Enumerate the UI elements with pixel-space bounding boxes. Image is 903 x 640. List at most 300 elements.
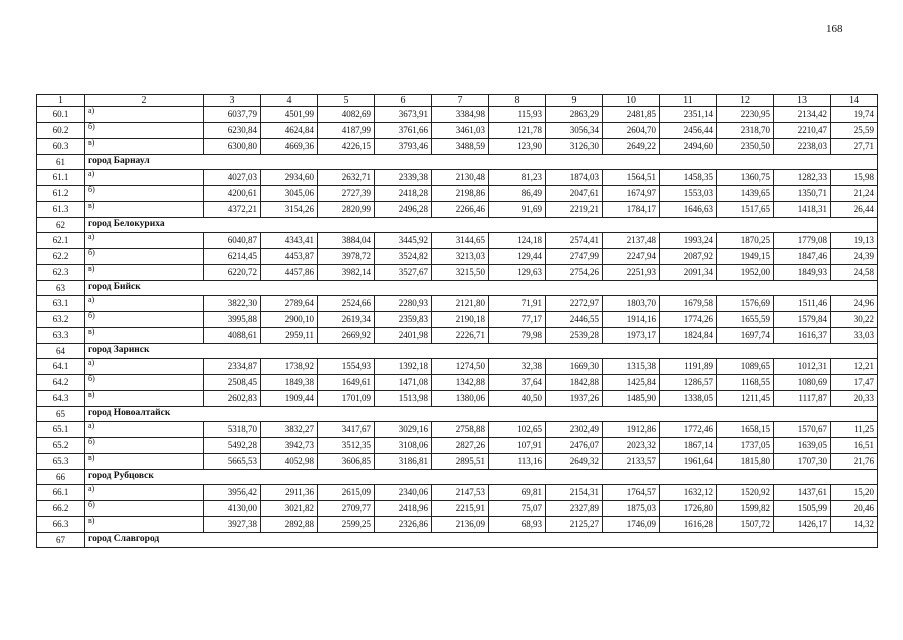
column-header-3: 3: [204, 95, 261, 107]
cell-col-7: 2266,46: [432, 202, 489, 218]
cell-col-10: 2247,94: [603, 249, 660, 265]
row-index: 61.1: [37, 170, 85, 186]
column-header-12: 12: [717, 95, 774, 107]
section-city-name: город Заринск: [85, 344, 204, 359]
row-index: 61.3: [37, 202, 85, 218]
cell-col-8: 129,63: [489, 265, 546, 281]
cell-col-10: 2137,48: [603, 233, 660, 249]
cell-col-3: 6040,87: [204, 233, 261, 249]
cell-col-11: 1646,63: [660, 202, 717, 218]
cell-col-13: 1849,93: [774, 265, 831, 281]
row-variant: б): [85, 123, 204, 139]
cell-col-11: 2087,92: [660, 249, 717, 265]
cell-col-9: 3126,30: [546, 139, 603, 155]
cell-col-9: 2863,29: [546, 107, 603, 123]
row-index: 66.2: [37, 501, 85, 517]
cell-col-13: 1282,33: [774, 170, 831, 186]
row-variant: б): [85, 501, 204, 517]
section-index: 64: [37, 344, 85, 359]
cell-col-8: 123,90: [489, 139, 546, 155]
cell-col-3: 3995,88: [204, 312, 261, 328]
cell-col-8: 77,17: [489, 312, 546, 328]
column-header-10: 10: [603, 95, 660, 107]
row-index: 63.3: [37, 328, 85, 344]
cell-col-3: 6037,79: [204, 107, 261, 123]
cell-col-3: 6230,84: [204, 123, 261, 139]
cell-col-5: 2709,77: [318, 501, 375, 517]
cell-col-3: 5665,53: [204, 454, 261, 470]
cell-col-13: 1117,87: [774, 391, 831, 407]
cell-col-8: 69,81: [489, 485, 546, 501]
cell-col-10: 1564,51: [603, 170, 660, 186]
cell-col-3: 3927,38: [204, 517, 261, 533]
cell-col-12: 1697,74: [717, 328, 774, 344]
section-fill: [204, 344, 878, 359]
table-row: [37, 312, 878, 328]
cell-col-9: 1669,30: [546, 359, 603, 375]
table-row: [37, 328, 878, 344]
cell-col-14: 15,98: [831, 170, 878, 186]
row-index: 60.3: [37, 139, 85, 155]
cell-col-11: 1191,89: [660, 359, 717, 375]
header-row: [37, 95, 878, 107]
cell-col-9: 2476,07: [546, 438, 603, 454]
section-row: [37, 470, 878, 485]
cell-col-6: 2326,86: [375, 517, 432, 533]
section-row: [37, 155, 878, 170]
table-row: [37, 139, 878, 155]
cell-col-4: 1909,44: [261, 391, 318, 407]
cell-col-8: 115,93: [489, 107, 546, 123]
cell-col-11: 1726,80: [660, 501, 717, 517]
cell-col-6: 2418,28: [375, 186, 432, 202]
cell-col-9: 2302,49: [546, 422, 603, 438]
cell-col-14: 24,96: [831, 296, 878, 312]
row-index: 65.2: [37, 438, 85, 454]
cell-col-11: 1338,05: [660, 391, 717, 407]
cell-col-9: 2125,27: [546, 517, 603, 533]
section-row: [37, 218, 878, 233]
row-variant: б): [85, 249, 204, 265]
cell-col-4: 2911,36: [261, 485, 318, 501]
cell-col-11: 2456,44: [660, 123, 717, 139]
cell-col-4: 1849,38: [261, 375, 318, 391]
cell-col-10: 2251,93: [603, 265, 660, 281]
cell-col-13: 1418,31: [774, 202, 831, 218]
cell-col-3: 3822,30: [204, 296, 261, 312]
table-row: [37, 249, 878, 265]
cell-col-12: 1360,75: [717, 170, 774, 186]
cell-col-7: 2136,09: [432, 517, 489, 533]
cell-col-13: 1426,17: [774, 517, 831, 533]
cell-col-8: 32,38: [489, 359, 546, 375]
section-fill: [204, 533, 878, 548]
cell-col-14: 16,51: [831, 438, 878, 454]
cell-col-8: 86,49: [489, 186, 546, 202]
cell-col-13: 2238,03: [774, 139, 831, 155]
cell-col-6: 3108,06: [375, 438, 432, 454]
cell-col-9: 2754,26: [546, 265, 603, 281]
cell-col-5: 2524,66: [318, 296, 375, 312]
cell-col-6: 3029,16: [375, 422, 432, 438]
row-variant: б): [85, 375, 204, 391]
cell-col-9: 2649,32: [546, 454, 603, 470]
cell-col-10: 1803,70: [603, 296, 660, 312]
row-index: 62.1: [37, 233, 85, 249]
cell-col-5: 3982,14: [318, 265, 375, 281]
row-index: 63.1: [37, 296, 85, 312]
cell-col-12: 1211,45: [717, 391, 774, 407]
cell-col-6: 3793,46: [375, 139, 432, 155]
cell-col-9: 2272,97: [546, 296, 603, 312]
column-header-14: 14: [831, 95, 878, 107]
cell-col-11: 1458,35: [660, 170, 717, 186]
column-header-5: 5: [318, 95, 375, 107]
cell-col-6: 3186,81: [375, 454, 432, 470]
section-city-name: город Славгород: [85, 533, 204, 548]
cell-col-3: 6220,72: [204, 265, 261, 281]
cell-col-4: 2959,11: [261, 328, 318, 344]
cell-col-3: 5318,70: [204, 422, 261, 438]
cell-col-11: 1772,46: [660, 422, 717, 438]
cell-col-5: 4082,69: [318, 107, 375, 123]
cell-col-3: 6300,80: [204, 139, 261, 155]
row-variant: а): [85, 422, 204, 438]
column-header-1: 1: [37, 95, 85, 107]
cell-col-6: 3761,66: [375, 123, 432, 139]
table-row: [37, 454, 878, 470]
cell-col-11: 1774,26: [660, 312, 717, 328]
section-fill: [204, 218, 878, 233]
cell-col-5: 2619,34: [318, 312, 375, 328]
cell-col-11: 2091,34: [660, 265, 717, 281]
cell-col-7: 2198,86: [432, 186, 489, 202]
row-index: 63.2: [37, 312, 85, 328]
cell-col-5: 2632,71: [318, 170, 375, 186]
cell-col-14: 12,21: [831, 359, 878, 375]
cell-col-12: 1507,72: [717, 517, 774, 533]
cell-col-11: 1616,28: [660, 517, 717, 533]
cell-col-9: 3056,34: [546, 123, 603, 139]
cell-col-6: 2401,98: [375, 328, 432, 344]
cell-col-11: 2494,60: [660, 139, 717, 155]
cell-col-8: 37,64: [489, 375, 546, 391]
cell-col-12: 1520,92: [717, 485, 774, 501]
cell-col-9: 2539,28: [546, 328, 603, 344]
cell-col-13: 1012,31: [774, 359, 831, 375]
row-variant: б): [85, 438, 204, 454]
cell-col-12: 1655,59: [717, 312, 774, 328]
cell-col-7: 1274,50: [432, 359, 489, 375]
table-row: [37, 123, 878, 139]
cell-col-12: 1658,15: [717, 422, 774, 438]
cell-col-11: 1553,03: [660, 186, 717, 202]
table-row: [37, 501, 878, 517]
cell-col-9: 2154,31: [546, 485, 603, 501]
cell-col-14: 30,22: [831, 312, 878, 328]
cell-col-13: 1505,99: [774, 501, 831, 517]
column-header-2: 2: [85, 95, 204, 107]
cell-col-4: 2900,10: [261, 312, 318, 328]
tariff-table: [36, 94, 878, 548]
section-city-name: город Белокуриха: [85, 218, 204, 233]
cell-col-13: 2134,42: [774, 107, 831, 123]
cell-col-10: 1746,09: [603, 517, 660, 533]
cell-col-9: 1874,03: [546, 170, 603, 186]
cell-col-10: 1315,38: [603, 359, 660, 375]
cell-col-12: 1952,00: [717, 265, 774, 281]
table-row: [37, 170, 878, 186]
section-fill: [204, 281, 878, 296]
section-row: [37, 344, 878, 359]
cell-col-3: 2602,83: [204, 391, 261, 407]
cell-col-6: 3524,82: [375, 249, 432, 265]
cell-col-8: 129,44: [489, 249, 546, 265]
section-index: 65: [37, 407, 85, 422]
cell-col-13: 1847,46: [774, 249, 831, 265]
column-header-8: 8: [489, 95, 546, 107]
cell-col-4: 4669,36: [261, 139, 318, 155]
cell-col-7: 3384,98: [432, 107, 489, 123]
cell-col-10: 1914,16: [603, 312, 660, 328]
cell-col-5: 2727,39: [318, 186, 375, 202]
cell-col-5: 2669,92: [318, 328, 375, 344]
cell-col-3: 3956,42: [204, 485, 261, 501]
column-header-9: 9: [546, 95, 603, 107]
cell-col-6: 1392,18: [375, 359, 432, 375]
row-variant: а): [85, 107, 204, 123]
cell-col-7: 3144,65: [432, 233, 489, 249]
cell-col-4: 4501,99: [261, 107, 318, 123]
cell-col-6: 3673,91: [375, 107, 432, 123]
cell-col-5: 2599,25: [318, 517, 375, 533]
cell-col-13: 2210,47: [774, 123, 831, 139]
section-city-name: город Бийск: [85, 281, 204, 296]
cell-col-12: 1870,25: [717, 233, 774, 249]
cell-col-7: 3215,50: [432, 265, 489, 281]
cell-col-5: 3884,04: [318, 233, 375, 249]
cell-col-12: 1517,65: [717, 202, 774, 218]
row-index: 65.3: [37, 454, 85, 470]
section-row: [37, 407, 878, 422]
cell-col-14: 26,44: [831, 202, 878, 218]
cell-col-6: 3445,92: [375, 233, 432, 249]
cell-col-9: 2327,89: [546, 501, 603, 517]
cell-col-6: 2359,83: [375, 312, 432, 328]
cell-col-10: 2023,32: [603, 438, 660, 454]
table-row: [37, 438, 878, 454]
cell-col-3: 4200,61: [204, 186, 261, 202]
cell-col-10: 1485,90: [603, 391, 660, 407]
cell-col-8: 91,69: [489, 202, 546, 218]
section-row: [37, 533, 878, 548]
cell-col-4: 3045,06: [261, 186, 318, 202]
column-header-11: 11: [660, 95, 717, 107]
cell-col-12: 2318,70: [717, 123, 774, 139]
cell-col-12: 1737,05: [717, 438, 774, 454]
cell-col-13: 1639,05: [774, 438, 831, 454]
cell-col-14: 21,24: [831, 186, 878, 202]
cell-col-4: 4624,84: [261, 123, 318, 139]
cell-col-4: 2934,60: [261, 170, 318, 186]
cell-col-14: 24,39: [831, 249, 878, 265]
cell-col-14: 14,32: [831, 517, 878, 533]
section-index: 63: [37, 281, 85, 296]
cell-col-3: 5492,28: [204, 438, 261, 454]
cell-col-10: 1764,57: [603, 485, 660, 501]
cell-col-7: 2130,48: [432, 170, 489, 186]
cell-col-11: 2351,14: [660, 107, 717, 123]
cell-col-5: 3978,72: [318, 249, 375, 265]
column-header-4: 4: [261, 95, 318, 107]
row-variant: в): [85, 454, 204, 470]
cell-col-4: 4453,87: [261, 249, 318, 265]
cell-col-13: 1579,84: [774, 312, 831, 328]
cell-col-11: 1824,84: [660, 328, 717, 344]
cell-col-9: 1842,88: [546, 375, 603, 391]
cell-col-14: 27,71: [831, 139, 878, 155]
cell-col-13: 1437,61: [774, 485, 831, 501]
row-variant: а): [85, 296, 204, 312]
section-fill: [204, 470, 878, 485]
column-header-13: 13: [774, 95, 831, 107]
cell-col-7: 3213,03: [432, 249, 489, 265]
row-index: 64.3: [37, 391, 85, 407]
cell-col-14: 17,47: [831, 375, 878, 391]
cell-col-5: 3512,35: [318, 438, 375, 454]
cell-col-4: 3154,26: [261, 202, 318, 218]
cell-col-14: 15,20: [831, 485, 878, 501]
cell-col-11: 1632,12: [660, 485, 717, 501]
row-variant: в): [85, 139, 204, 155]
table-row: [37, 422, 878, 438]
cell-col-4: 3942,73: [261, 438, 318, 454]
section-fill: [204, 407, 878, 422]
row-index: 62.2: [37, 249, 85, 265]
row-variant: а): [85, 170, 204, 186]
cell-col-14: 19,74: [831, 107, 878, 123]
cell-col-6: 3527,67: [375, 265, 432, 281]
cell-col-8: 107,91: [489, 438, 546, 454]
cell-col-8: 102,65: [489, 422, 546, 438]
cell-col-5: 3606,85: [318, 454, 375, 470]
cell-col-7: 3461,03: [432, 123, 489, 139]
row-variant: в): [85, 517, 204, 533]
cell-col-4: 4052,98: [261, 454, 318, 470]
cell-col-10: 1674,97: [603, 186, 660, 202]
section-city-name: город Барнаул: [85, 155, 204, 170]
cell-col-10: 1875,03: [603, 501, 660, 517]
cell-col-11: 1961,64: [660, 454, 717, 470]
cell-col-5: 4226,15: [318, 139, 375, 155]
cell-col-11: 1286,57: [660, 375, 717, 391]
cell-col-11: 1993,24: [660, 233, 717, 249]
column-header-6: 6: [375, 95, 432, 107]
cell-col-14: 33,03: [831, 328, 878, 344]
cell-col-11: 1679,58: [660, 296, 717, 312]
cell-col-9: 2574,41: [546, 233, 603, 249]
row-index: 66.3: [37, 517, 85, 533]
row-index: 60.2: [37, 123, 85, 139]
cell-col-5: 1701,09: [318, 391, 375, 407]
table-row: [37, 375, 878, 391]
row-index: 64.2: [37, 375, 85, 391]
cell-col-9: 2747,99: [546, 249, 603, 265]
cell-col-4: 2789,64: [261, 296, 318, 312]
cell-col-7: 2758,88: [432, 422, 489, 438]
cell-col-7: 2215,91: [432, 501, 489, 517]
cell-col-8: 71,91: [489, 296, 546, 312]
section-fill: [204, 155, 878, 170]
cell-col-3: 4130,00: [204, 501, 261, 517]
cell-col-9: 2219,21: [546, 202, 603, 218]
table-row: [37, 359, 878, 375]
cell-col-13: 1616,37: [774, 328, 831, 344]
cell-col-12: 1815,80: [717, 454, 774, 470]
cell-col-6: 1471,08: [375, 375, 432, 391]
cell-col-13: 1707,30: [774, 454, 831, 470]
cell-col-7: 2190,18: [432, 312, 489, 328]
row-variant: в): [85, 328, 204, 344]
cell-col-7: 2226,71: [432, 328, 489, 344]
section-index: 66: [37, 470, 85, 485]
table-row: [37, 265, 878, 281]
row-variant: в): [85, 391, 204, 407]
section-index: 61: [37, 155, 85, 170]
cell-col-3: 2508,45: [204, 375, 261, 391]
cell-col-7: 1342,88: [432, 375, 489, 391]
table-row: [37, 296, 878, 312]
cell-col-6: 2418,96: [375, 501, 432, 517]
cell-col-4: 1738,92: [261, 359, 318, 375]
cell-col-10: 1784,17: [603, 202, 660, 218]
cell-col-13: 1511,46: [774, 296, 831, 312]
cell-col-8: 40,50: [489, 391, 546, 407]
row-index: 66.1: [37, 485, 85, 501]
cell-col-13: 1350,71: [774, 186, 831, 202]
cell-col-6: 2496,28: [375, 202, 432, 218]
cell-col-5: 1554,93: [318, 359, 375, 375]
cell-col-10: 1973,17: [603, 328, 660, 344]
cell-col-6: 2340,06: [375, 485, 432, 501]
row-index: 62.3: [37, 265, 85, 281]
cell-col-10: 2481,85: [603, 107, 660, 123]
row-index: 64.1: [37, 359, 85, 375]
cell-col-14: 24,58: [831, 265, 878, 281]
cell-col-5: 2820,99: [318, 202, 375, 218]
cell-col-14: 20,46: [831, 501, 878, 517]
cell-col-8: 113,16: [489, 454, 546, 470]
row-variant: в): [85, 202, 204, 218]
cell-col-5: 1649,61: [318, 375, 375, 391]
cell-col-3: 2334,87: [204, 359, 261, 375]
cell-col-3: 4372,21: [204, 202, 261, 218]
cell-col-9: 1937,26: [546, 391, 603, 407]
cell-col-10: 2649,22: [603, 139, 660, 155]
cell-col-5: 4187,99: [318, 123, 375, 139]
cell-col-7: 2121,80: [432, 296, 489, 312]
cell-col-10: 2133,57: [603, 454, 660, 470]
cell-col-12: 1949,15: [717, 249, 774, 265]
row-index: 65.1: [37, 422, 85, 438]
cell-col-7: 2147,53: [432, 485, 489, 501]
cell-col-9: 2047,61: [546, 186, 603, 202]
cell-col-12: 2350,50: [717, 139, 774, 155]
row-index: 60.1: [37, 107, 85, 123]
cell-col-7: 2895,51: [432, 454, 489, 470]
cell-col-10: 1425,84: [603, 375, 660, 391]
table-row: [37, 107, 878, 123]
